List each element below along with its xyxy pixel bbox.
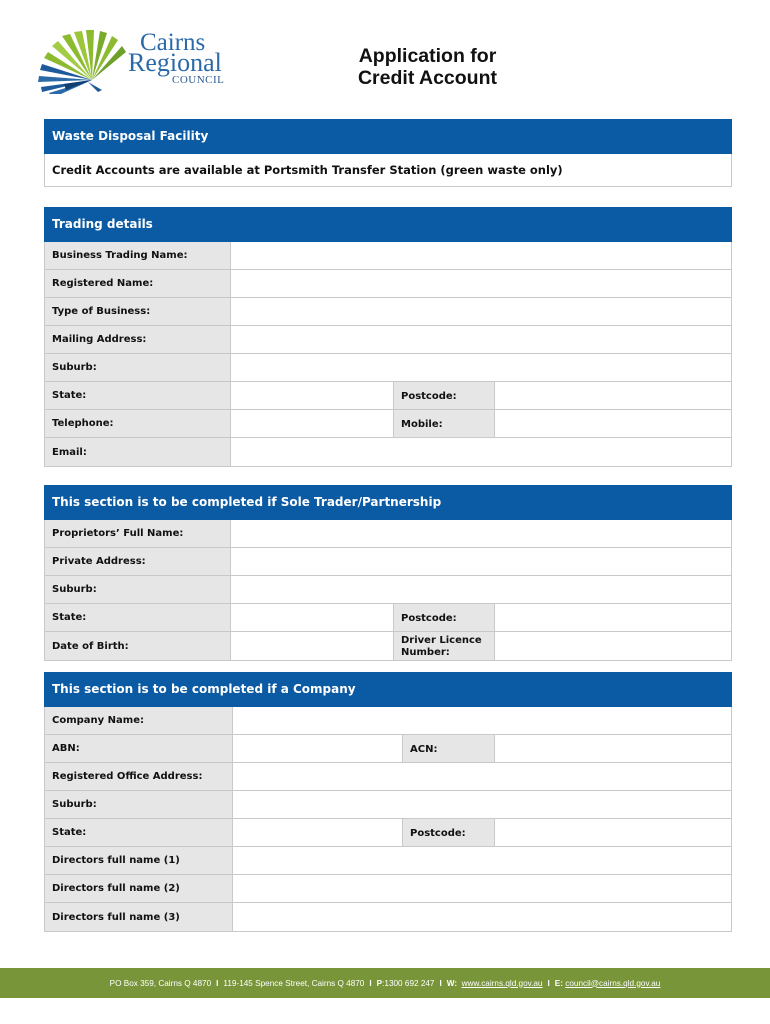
footer-separator: I: [547, 978, 550, 988]
form-row: [45, 270, 731, 298]
registered-name-label: Registered Name:: [45, 270, 230, 297]
form-row: [45, 763, 731, 791]
company-postcode-field[interactable]: [494, 819, 731, 846]
trading-form: [44, 242, 732, 467]
trading-section-header: Trading details: [44, 207, 732, 242]
company-name-label: Company Name:: [45, 707, 232, 734]
director-1-label: Directors full name (1): [45, 847, 232, 874]
suburb-field[interactable]: [230, 354, 731, 381]
waste-section-header: Waste Disposal Facility: [44, 119, 732, 154]
abn-label: ABN:: [45, 735, 232, 762]
form-row: [45, 791, 731, 819]
acn-label: ACN:: [402, 735, 494, 762]
director-2-field[interactable]: [232, 875, 731, 902]
registered-name-field[interactable]: [230, 270, 731, 297]
form-row: [45, 735, 731, 763]
company-state-label: State:: [45, 819, 232, 846]
registered-office-field[interactable]: [232, 763, 731, 790]
sole-postcode-label: Postcode:: [393, 604, 494, 631]
form-row: [45, 548, 731, 576]
sole-trader-section-header: This section is to be completed if Sole Trader/Partnership: [44, 485, 732, 520]
director-2-label: Directors full name (2): [45, 875, 232, 902]
company-section: [44, 672, 732, 932]
company-suburb-field[interactable]: [232, 791, 731, 818]
registered-office-label: Registered Office Address:: [45, 763, 232, 790]
form-row: [45, 707, 731, 735]
business-name-field[interactable]: [230, 242, 731, 269]
form-row: [45, 382, 731, 410]
mailing-address-label: Mailing Address:: [45, 326, 230, 353]
footer-email-label: E:: [554, 978, 563, 988]
footer-web-link[interactable]: www.cairns.qld.gov.au: [461, 978, 543, 988]
company-suburb-label: Suburb:: [45, 791, 232, 818]
form-row: [45, 875, 731, 903]
footer-street: 119-145 Spence Street, Cairns Q 4870: [223, 978, 365, 988]
abn-field[interactable]: [232, 735, 402, 762]
company-postcode-label: Postcode:: [402, 819, 494, 846]
sole-state-field[interactable]: [230, 604, 393, 631]
company-name-field[interactable]: [232, 707, 731, 734]
sole-state-label: State:: [45, 604, 230, 631]
sole-postcode-field[interactable]: [494, 604, 731, 631]
email-field[interactable]: [230, 438, 731, 466]
form-row: [45, 819, 731, 847]
state-label: State:: [45, 382, 230, 409]
postcode-label: Postcode:: [393, 382, 494, 409]
page-title: [300, 45, 555, 89]
dob-label: Date of Birth:: [45, 632, 230, 660]
footer-web-label: W:: [446, 978, 458, 988]
title-line-1: Application for: [358, 45, 497, 67]
footer-separator: I: [439, 978, 442, 988]
logo-line-3: COUNCIL: [172, 74, 225, 86]
form-row: [45, 410, 731, 438]
fan-palm-icon: [34, 28, 130, 94]
suburb-label: Suburb:: [45, 354, 230, 381]
director-3-field[interactable]: [232, 903, 731, 931]
footer-email-link[interactable]: council@cairns.qld.gov.au: [565, 978, 661, 988]
council-logo: [34, 28, 244, 94]
company-section-header: This section is to be completed if a Company: [44, 672, 732, 707]
form-row: [45, 298, 731, 326]
driver-licence-label: Driver Licence Number:: [393, 632, 494, 660]
form-row: [45, 242, 731, 270]
mobile-label: Mobile:: [393, 410, 494, 437]
form-row: [45, 438, 731, 466]
form-row: [45, 847, 731, 875]
sole-suburb-label: Suburb:: [45, 576, 230, 603]
form-row: [45, 326, 731, 354]
waste-info-text: Credit Accounts are available at Portsmith Transfer Station (green waste only): [44, 154, 732, 187]
footer-phone-label: P: [376, 978, 383, 988]
form-row: [45, 520, 731, 548]
business-type-label: Type of Business:: [45, 298, 230, 325]
driver-licence-field[interactable]: [494, 632, 731, 660]
form-row: [45, 576, 731, 604]
footer-separator: I: [369, 978, 372, 988]
company-state-field[interactable]: [232, 819, 402, 846]
logo-line-1: Cairns: [140, 29, 206, 56]
logo-line-2: Regional: [128, 48, 222, 77]
sole-suburb-field[interactable]: [230, 576, 731, 603]
postcode-field[interactable]: [494, 382, 731, 409]
form-row: [45, 604, 731, 632]
sole-trader-form: [44, 520, 732, 661]
mailing-address-field[interactable]: [230, 326, 731, 353]
trading-section: [44, 207, 732, 467]
form-row: [45, 903, 731, 931]
business-type-field[interactable]: [230, 298, 731, 325]
waste-section: [44, 119, 732, 187]
private-address-field[interactable]: [230, 548, 731, 575]
form-row: [45, 632, 731, 660]
sole-trader-section: [44, 485, 732, 661]
telephone-field[interactable]: [230, 410, 393, 437]
director-3-label: Directors full name (3): [45, 903, 232, 931]
business-name-label: Business Trading Name:: [45, 242, 230, 269]
footer-po-box: PO Box 359, Cairns Q 4870: [109, 978, 212, 988]
company-form: [44, 707, 732, 932]
proprietors-name-field[interactable]: [230, 520, 731, 547]
title-line-2: Credit Account: [357, 67, 498, 89]
mobile-field[interactable]: [494, 410, 731, 437]
telephone-label: Telephone:: [45, 410, 230, 437]
footer-phone: :1300 692 247: [382, 978, 435, 988]
form-row: [45, 354, 731, 382]
dob-field[interactable]: [230, 632, 393, 660]
email-label: Email:: [45, 438, 230, 466]
private-address-label: Private Address:: [45, 548, 230, 575]
footer-separator: I: [216, 978, 219, 988]
director-1-field[interactable]: [232, 847, 731, 874]
acn-field[interactable]: [494, 735, 731, 762]
proprietors-name-label: Proprietors’ Full Name:: [45, 520, 230, 547]
footer-contact-bar: [0, 968, 770, 998]
